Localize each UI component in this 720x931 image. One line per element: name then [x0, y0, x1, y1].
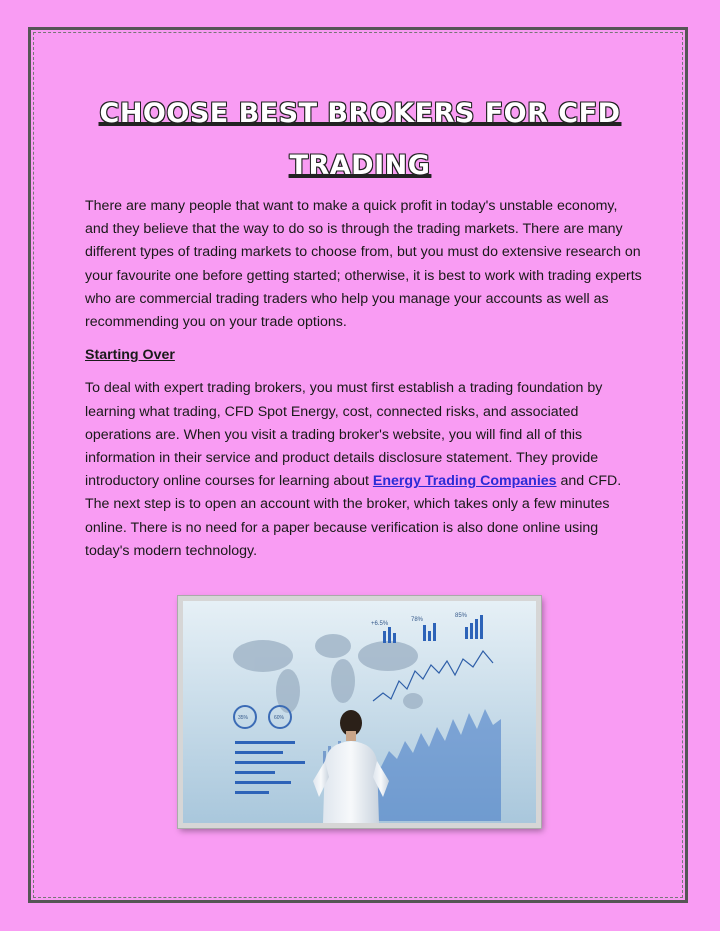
- trading-scene-svg: [183, 601, 536, 823]
- document-body: [85, 195, 645, 573]
- page-title: CHOOSE BEST BROKERS FOR CFD TRADING: [99, 98, 621, 181]
- gauge-label-2: 60%: [274, 715, 285, 721]
- overlay-label-1: +6.5%: [371, 621, 389, 627]
- gauge-label-1: 35%: [238, 715, 249, 721]
- intro-paragraph: There are many people that want to make a quick profit in today's unstable economy, and they believe that the way to do so is through the trading markets. There are many different types of trading markets to choose from, but you must do extensive research on your favourite one before getting started; otherwise, it is best to work with trading experts who are commercial trading traders who help you manage your accounts as well as recommending you on your trade options.: [85, 198, 642, 331]
- energy-trading-companies-link[interactable]: Energy Trading Companies: [372, 473, 557, 490]
- paragraph-text-after-link: and CFD. The next step is to open an account with the broker, which takes only a few minutes online. There is no need for a paper because verification is also done online using today's modern technology.: [85, 473, 622, 559]
- section-subheading: [85, 344, 645, 367]
- trading-illustration: [178, 596, 541, 828]
- paragraph-text-before-link: To deal with expert trading brokers, you must first establish a trading foundation by learning what trading, CFD Spot Energy, cost, connected risks, and associated operations are. When you visit a trading broker's website, you will find all of this information in their service and product details disclosure statement. They provide introductory online courses for learning about: [85, 380, 603, 490]
- starting-over-paragraph: [85, 377, 645, 563]
- subheading-text: Starting Over: [85, 347, 175, 364]
- overlay-label-2: 78%: [411, 617, 424, 623]
- overlay-label-3: 85%: [455, 613, 468, 619]
